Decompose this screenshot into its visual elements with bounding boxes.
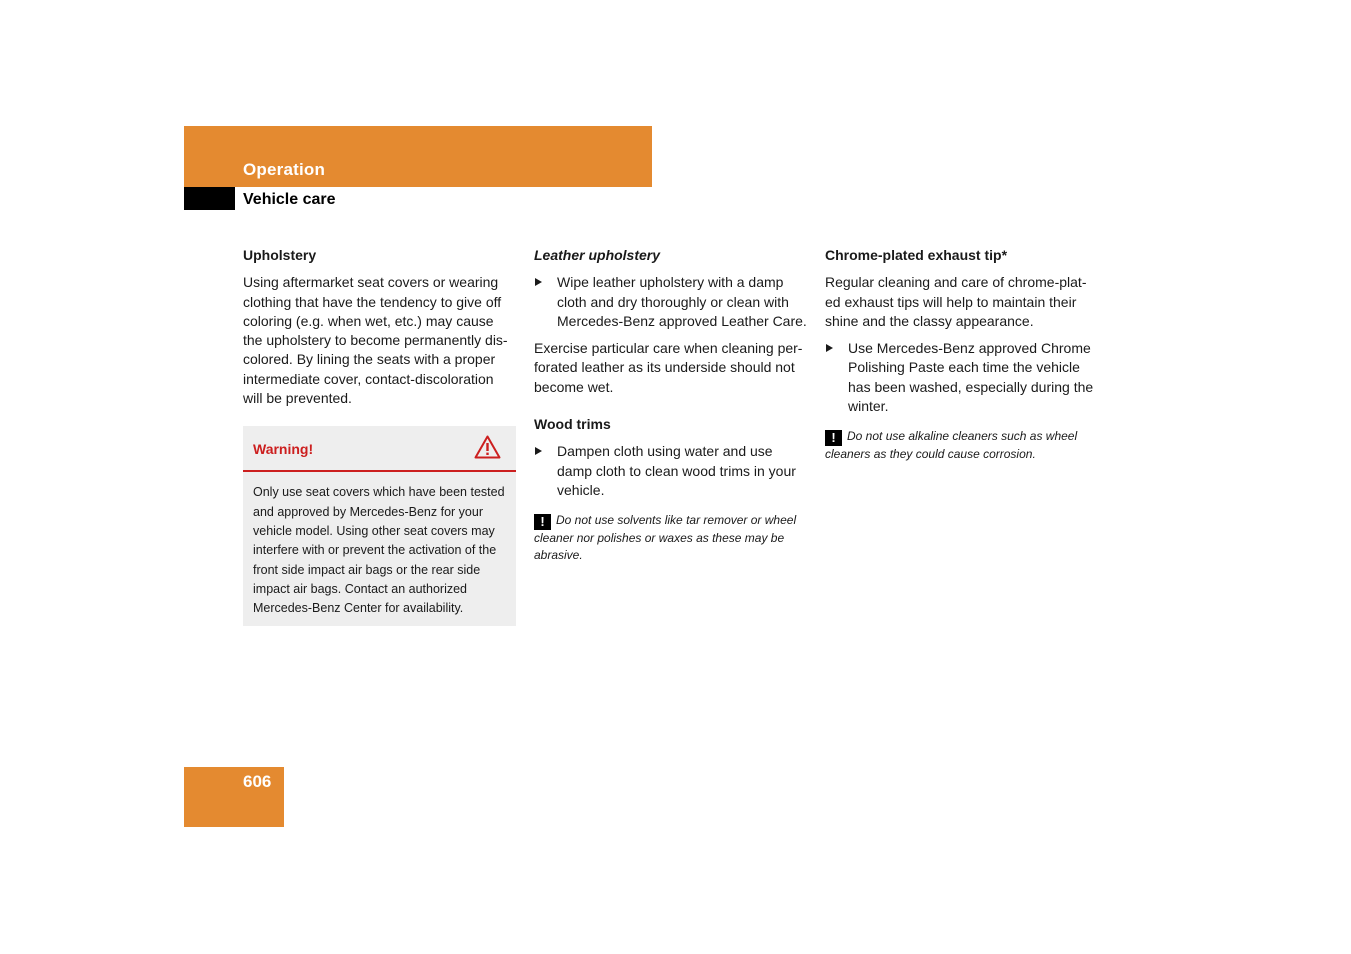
chrome-bullet [825, 339, 1097, 416]
warning-header [243, 426, 516, 472]
exclamation-icon: ! [825, 430, 842, 446]
leather-heading: Leather upholstery [534, 247, 661, 263]
chrome-heading: Chrome-plated exhaust tip* [825, 247, 1008, 263]
bullet-arrow-icon [826, 344, 833, 352]
leather-bullet-text: Wipe leather upholstery with a damp cloth and dry thoroughly or clean with Mercedes-Benz approved Leather Care. [557, 274, 807, 329]
chrome-note [825, 428, 1097, 463]
wood-bullet [534, 442, 807, 500]
chrome-bullet-text: Use Mercedes-Benz approved Chrome Polishing Paste each time the vehicle has been washed, especially during the winter. [848, 340, 1094, 415]
warning-label: Warning! [253, 441, 314, 458]
wood-note [534, 512, 807, 563]
chrome-note-text: Do not use alkaline cleaners such as wheel cleaners as they could cause corrosion. [825, 429, 1078, 462]
bullet-arrow-icon [535, 447, 542, 455]
warning-text: Only use seat covers which have been tested and approved by Mercedes-Benz for your vehicle model. Using other seat covers may interfere with or prevent the activation of the front side impact air bags or the rear side impact air bags. Contact an authorized Mercedes-Benz Center for availability. [253, 485, 505, 616]
wood-bullet-text: Dampen cloth using water and use damp cloth to clean wood trims in your vehicle. [557, 443, 796, 498]
page-number: 606 [243, 772, 272, 791]
exclamation-icon: ! [534, 514, 551, 530]
warning-triangle-icon [474, 435, 501, 459]
column-leather [534, 246, 807, 563]
leather-body: Exercise particular care when cleaning per-forated leather as its underside should not become wet. [534, 340, 803, 395]
upholstery-heading: Upholstery [243, 247, 317, 263]
column-chrome [825, 246, 1097, 463]
upholstery-body: Using aftermarket seat covers or wearing clothing that have the tendency to give off coloring (e.g. when wet, etc.) may cause the upholstery to become permanently dis-colored. By lining the seats with a proper intermediate cover, contact-discoloration will be prevented. [243, 274, 508, 407]
section-title: Operation [243, 160, 326, 179]
wood-note-text: Do not use solvents like tar remover or wheel cleaner nor polishes or waxes as these may be abrasive. [534, 513, 797, 562]
leather-bullet [534, 273, 807, 331]
warning-box [243, 426, 516, 626]
bullet-arrow-icon [535, 278, 542, 286]
section-marker [184, 187, 235, 210]
column-upholstery [243, 246, 516, 626]
chrome-body: Regular cleaning and care of chrome-plat-ed exhaust tips will help to maintain their shine and the classy appearance. [825, 274, 1087, 329]
subsection-title: Vehicle care [243, 191, 336, 208]
wood-heading: Wood trims [534, 416, 611, 433]
